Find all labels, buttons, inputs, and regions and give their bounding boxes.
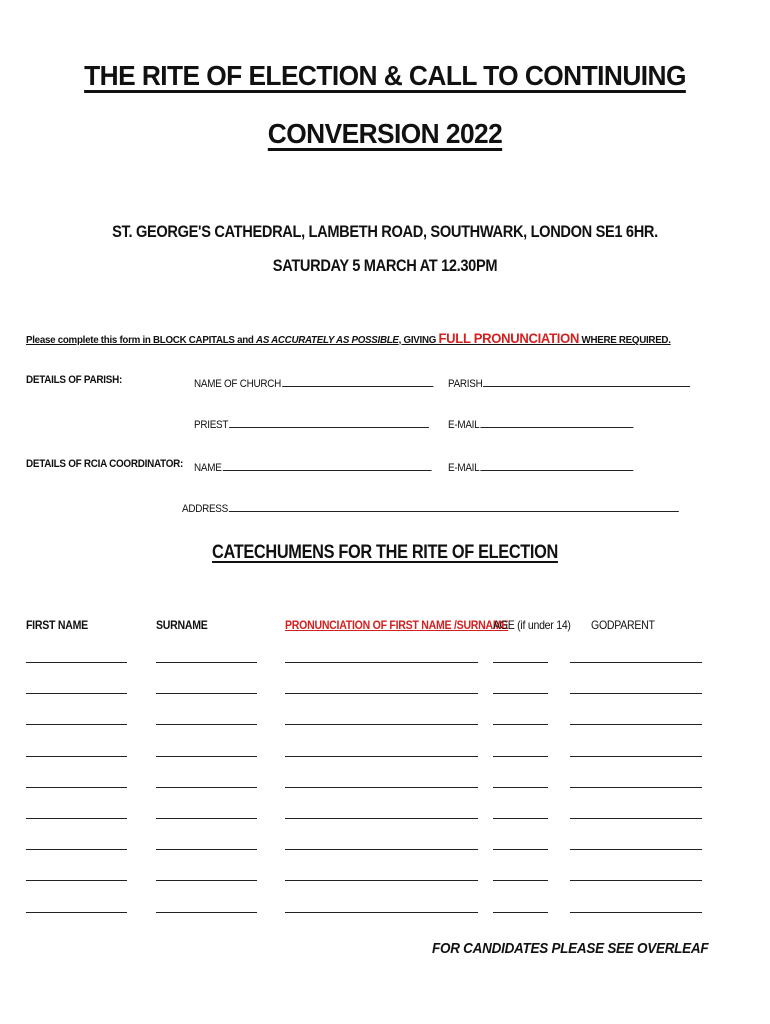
parish-field[interactable]	[448, 374, 690, 390]
priest-line[interactable]	[229, 415, 429, 428]
first-name-blank[interactable]	[26, 693, 127, 694]
godparent-blank[interactable]	[570, 787, 702, 788]
first-name-blank[interactable]	[26, 662, 127, 663]
godparent-blank[interactable]	[570, 912, 702, 913]
surname-blank[interactable]	[156, 880, 257, 881]
parish-email-field[interactable]	[448, 415, 633, 431]
column-pronunciation: PRONUNCIATION OF FIRST NAME /SURNAME	[285, 618, 509, 632]
godparent-blank[interactable]	[570, 849, 702, 850]
parish-label: PARISH	[448, 378, 483, 390]
first-name-blank[interactable]	[26, 756, 127, 757]
coordinator-email-line[interactable]	[480, 458, 633, 471]
overleaf-note: FOR CANDIDATES PLEASE SEE OVERLEAF	[432, 940, 709, 957]
coordinator-name-line[interactable]	[222, 458, 431, 471]
instructions-part-3: , GIVING	[398, 334, 439, 346]
godparent-blank[interactable]	[570, 724, 702, 725]
surname-blank[interactable]	[156, 756, 257, 757]
venue-address: ST. GEORGE'S CATHEDRAL, LAMBETH ROAD, SOUTHWARK, LONDON SE1 6HR.	[112, 222, 658, 241]
instructions-part-1: Please complete this form in BLOCK CAPITALS and	[26, 334, 257, 346]
pronunciation-blank[interactable]	[285, 787, 478, 788]
church-name-line[interactable]	[282, 374, 433, 387]
pronunciation-blank[interactable]	[285, 880, 478, 881]
first-name-blank[interactable]	[26, 818, 127, 819]
surname-blank[interactable]	[156, 724, 257, 725]
form-instructions	[26, 330, 671, 346]
column-surname: SURNAME	[156, 618, 208, 632]
surname-blank[interactable]	[156, 787, 257, 788]
age-blank[interactable]	[493, 693, 548, 694]
column-first-name: FIRST NAME	[26, 618, 88, 632]
coordinator-address-line[interactable]	[229, 499, 679, 512]
page-title-line-1: THE RITE OF ELECTION & CALL TO CONTINUING	[84, 60, 686, 91]
church-name-field[interactable]	[194, 374, 433, 390]
parish-line[interactable]	[483, 374, 690, 387]
instructions-part-4: WHERE REQUIRED.	[579, 334, 671, 346]
parish-email-line[interactable]	[480, 415, 633, 428]
age-blank[interactable]	[493, 912, 548, 913]
surname-blank[interactable]	[156, 849, 257, 850]
priest-field[interactable]	[194, 415, 429, 431]
first-name-blank[interactable]	[26, 849, 127, 850]
surname-blank[interactable]	[156, 912, 257, 913]
column-godparent: GODPARENT	[591, 618, 655, 632]
age-blank[interactable]	[493, 849, 548, 850]
surname-blank[interactable]	[156, 693, 257, 694]
godparent-blank[interactable]	[570, 756, 702, 757]
coordinator-name-field[interactable]	[194, 458, 431, 474]
pronunciation-blank[interactable]	[285, 724, 478, 725]
pronunciation-blank[interactable]	[285, 756, 478, 757]
first-name-blank[interactable]	[26, 787, 127, 788]
first-name-blank[interactable]	[26, 912, 127, 913]
pronunciation-blank[interactable]	[285, 693, 478, 694]
parish-email-label: E-MAIL	[448, 419, 480, 431]
age-blank[interactable]	[493, 662, 548, 663]
parish-details-heading: DETAILS OF PARISH:	[26, 374, 122, 386]
godparent-blank[interactable]	[570, 693, 702, 694]
surname-blank[interactable]	[156, 662, 257, 663]
instructions-emphasis: FULL PRONUNCIATION	[438, 330, 580, 346]
surname-blank[interactable]	[156, 818, 257, 819]
pronunciation-blank[interactable]	[285, 849, 478, 850]
priest-label: PRIEST	[194, 419, 229, 431]
pronunciation-blank[interactable]	[285, 818, 478, 819]
godparent-blank[interactable]	[570, 880, 702, 881]
instructions-part-2: AS ACCURATELY AS POSSIBLE	[256, 334, 399, 346]
coordinator-email-field[interactable]	[448, 458, 633, 474]
age-blank[interactable]	[493, 818, 548, 819]
age-blank[interactable]	[493, 756, 548, 757]
coordinator-name-label: NAME	[194, 462, 222, 474]
age-blank[interactable]	[493, 724, 548, 725]
godparent-blank[interactable]	[570, 818, 702, 819]
coordinator-address-label: ADDRESS	[182, 503, 228, 515]
age-blank[interactable]	[493, 880, 548, 881]
catechumens-heading: CATECHUMENS FOR THE RITE OF ELECTION	[212, 542, 558, 563]
church-name-label: NAME OF CHURCH	[194, 378, 281, 390]
page-title-line-2: CONVERSION 2022	[267, 118, 503, 149]
coordinator-address-field[interactable]	[182, 499, 679, 515]
first-name-blank[interactable]	[26, 880, 127, 881]
pronunciation-blank[interactable]	[285, 662, 478, 663]
coordinator-email-label: E-MAIL	[448, 462, 480, 474]
event-date: SATURDAY 5 MARCH AT 12.30PM	[272, 256, 498, 275]
coordinator-details-heading: DETAILS OF RCIA COORDINATOR:	[26, 458, 184, 470]
pronunciation-blank[interactable]	[285, 912, 478, 913]
godparent-blank[interactable]	[570, 662, 702, 663]
first-name-blank[interactable]	[26, 724, 127, 725]
age-blank[interactable]	[493, 787, 548, 788]
column-age: AGE (if under 14)	[493, 618, 571, 632]
